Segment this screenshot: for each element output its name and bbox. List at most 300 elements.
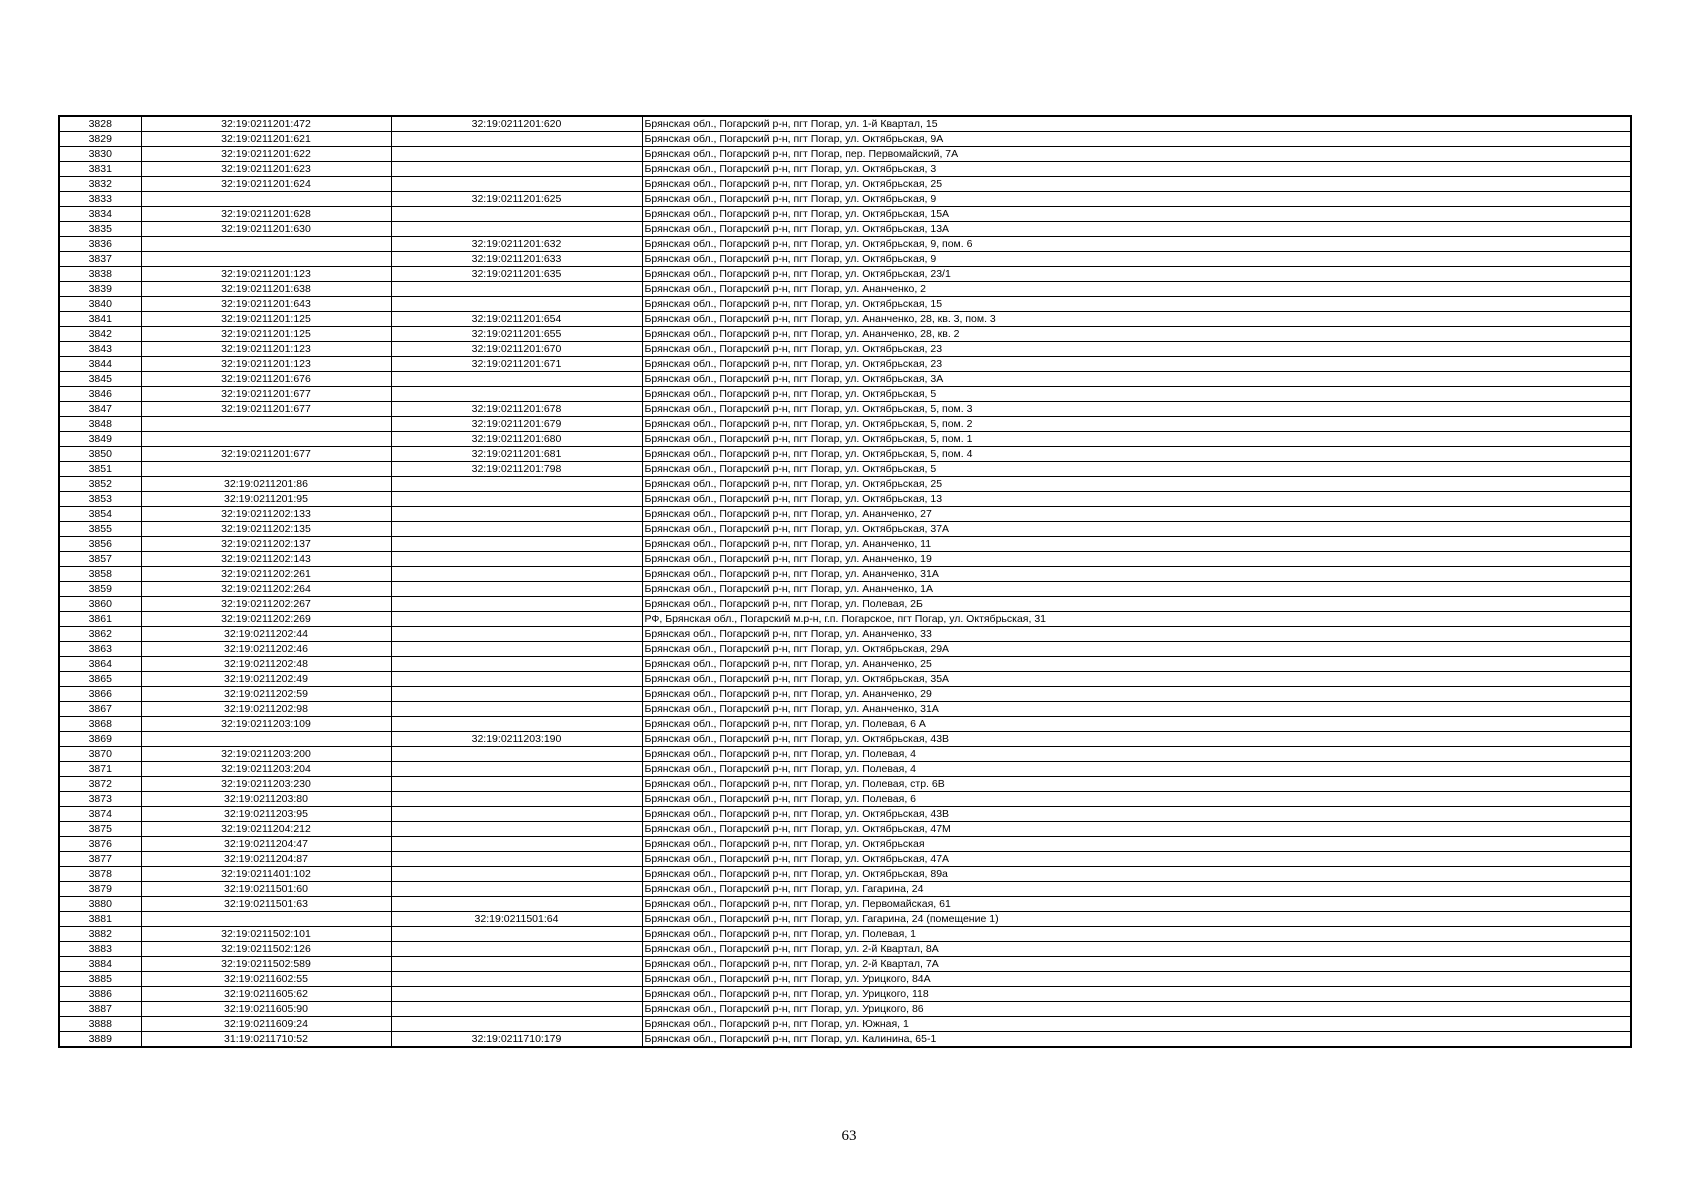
address-cell: Брянская обл., Погарский р-н, пгт Погар, ул. Ананченко, 25 [642, 657, 1631, 672]
object-cadastral-number-cell [391, 807, 642, 822]
table-row [59, 717, 1631, 732]
table-row [59, 927, 1631, 942]
land-cadastral-number-cell: 32:19:0211201:638 [141, 282, 391, 297]
address-cell: Брянская обл., Погарский р-н, пгт Погар, ул. Ананченко, 19 [642, 552, 1631, 567]
land-cadastral-number-cell: 32:19:0211201:677 [141, 402, 391, 417]
table-row [59, 732, 1631, 747]
object-cadastral-number-cell [391, 927, 642, 942]
table-row [59, 252, 1631, 267]
land-cadastral-number-cell: 32:19:0211202:49 [141, 672, 391, 687]
table-row [59, 222, 1631, 237]
object-cadastral-number-cell [391, 507, 642, 522]
row-number-cell: 3879 [59, 882, 141, 897]
row-number-cell: 3855 [59, 522, 141, 537]
address-cell: Брянская обл., Погарский р-н, пгт Погар, ул. Полевая, 6 [642, 792, 1631, 807]
object-cadastral-number-cell [391, 552, 642, 567]
object-cadastral-number-cell [391, 717, 642, 732]
object-cadastral-number-cell: 32:19:0211201:680 [391, 432, 642, 447]
table-row [59, 327, 1631, 342]
row-number-cell: 3861 [59, 612, 141, 627]
land-cadastral-number-cell: 32:19:0211202:98 [141, 702, 391, 717]
row-number-cell: 3841 [59, 312, 141, 327]
row-number-cell: 3840 [59, 297, 141, 312]
object-cadastral-number-cell: 32:19:0211201:633 [391, 252, 642, 267]
address-cell: РФ, Брянская обл., Погарский м.р-н, г.п. Погарское, пгт Погар, ул. Октябрьская, 31 [642, 612, 1631, 627]
address-cell: Брянская обл., Погарский р-н, пгт Погар, ул. Полевая, 6 А [642, 717, 1631, 732]
row-number-cell: 3849 [59, 432, 141, 447]
address-cell: Брянская обл., Погарский р-н, пгт Погар, ул. Южная, 1 [642, 1017, 1631, 1032]
row-number-cell: 3844 [59, 357, 141, 372]
address-cell: Брянская обл., Погарский р-н, пгт Погар, ул. Ананченко, 33 [642, 627, 1631, 642]
land-cadastral-number-cell [141, 462, 391, 477]
row-number-cell: 3863 [59, 642, 141, 657]
land-cadastral-number-cell: 32:19:0211203:95 [141, 807, 391, 822]
address-cell: Брянская обл., Погарский р-н, пгт Погар, ул. Первомайская, 61 [642, 897, 1631, 912]
table-row [59, 987, 1631, 1002]
land-cadastral-number-cell: 32:19:0211605:62 [141, 987, 391, 1002]
table-row [59, 657, 1631, 672]
land-cadastral-number-cell: 32:19:0211204:47 [141, 837, 391, 852]
object-cadastral-number-cell [391, 657, 642, 672]
land-cadastral-number-cell [141, 237, 391, 252]
object-cadastral-number-cell [391, 837, 642, 852]
row-number-cell: 3842 [59, 327, 141, 342]
address-cell: Брянская обл., Погарский р-н, пгт Погар, ул. Октябрьская [642, 837, 1631, 852]
row-number-cell: 3874 [59, 807, 141, 822]
row-number-cell: 3864 [59, 657, 141, 672]
land-cadastral-number-cell: 32:19:0211201:123 [141, 267, 391, 282]
table-row [59, 612, 1631, 627]
object-cadastral-number-cell [391, 672, 642, 687]
object-cadastral-number-cell [391, 1017, 642, 1032]
address-cell: Брянская обл., Погарский р-н, пгт Погар, ул. Урицкого, 118 [642, 987, 1631, 1002]
address-cell: Брянская обл., Погарский р-н, пгт Погар, ул. Октябрьская, 35А [642, 672, 1631, 687]
object-cadastral-number-cell [391, 207, 642, 222]
object-cadastral-number-cell: 32:19:0211501:64 [391, 912, 642, 927]
land-cadastral-number-cell: 32:19:0211204:87 [141, 852, 391, 867]
land-cadastral-number-cell: 32:19:0211202:267 [141, 597, 391, 612]
land-cadastral-number-cell: 32:19:0211202:135 [141, 522, 391, 537]
row-number-cell: 3848 [59, 417, 141, 432]
object-cadastral-number-cell: 32:19:0211201:798 [391, 462, 642, 477]
table-row [59, 507, 1631, 522]
land-cadastral-number-cell: 32:19:0211201:624 [141, 177, 391, 192]
land-cadastral-number-cell: 32:19:0211201:123 [141, 357, 391, 372]
page-number: 63 [841, 1128, 857, 1144]
row-number-cell: 3862 [59, 627, 141, 642]
land-cadastral-number-cell: 32:19:0211502:126 [141, 942, 391, 957]
row-number-cell: 3865 [59, 672, 141, 687]
object-cadastral-number-cell: 32:19:0211201:679 [391, 417, 642, 432]
object-cadastral-number-cell: 32:19:0211201:620 [391, 116, 642, 132]
object-cadastral-number-cell [391, 387, 642, 402]
table-row [59, 777, 1631, 792]
object-cadastral-number-cell [391, 537, 642, 552]
row-number-cell: 3850 [59, 447, 141, 462]
table-row [59, 237, 1631, 252]
table-row [59, 1002, 1631, 1017]
table-row [59, 387, 1631, 402]
cadastral-table [58, 115, 1632, 1048]
row-number-cell: 3832 [59, 177, 141, 192]
table-row [59, 116, 1631, 132]
address-cell: Брянская обл., Погарский р-н, пгт Погар, пер. Первомайский, 7А [642, 147, 1631, 162]
row-number-cell: 3843 [59, 342, 141, 357]
land-cadastral-number-cell: 32:19:0211201:123 [141, 342, 391, 357]
table-row [59, 417, 1631, 432]
row-number-cell: 3877 [59, 852, 141, 867]
table-row [59, 972, 1631, 987]
row-number-cell: 3830 [59, 147, 141, 162]
address-cell: Брянская обл., Погарский р-н, пгт Погар, ул. Полевая, 4 [642, 762, 1631, 777]
object-cadastral-number-cell [391, 762, 642, 777]
address-cell: Брянская обл., Погарский р-н, пгт Погар, ул. Урицкого, 86 [642, 1002, 1631, 1017]
address-cell: Брянская обл., Погарский р-н, пгт Погар, ул. Октябрьская, 5 [642, 387, 1631, 402]
land-cadastral-number-cell: 32:19:0211203:230 [141, 777, 391, 792]
address-cell: Брянская обл., Погарский р-н, пгт Погар, ул. Урицкого, 84А [642, 972, 1631, 987]
row-number-cell: 3867 [59, 702, 141, 717]
table-row [59, 702, 1631, 717]
row-number-cell: 3836 [59, 237, 141, 252]
object-cadastral-number-cell [391, 852, 642, 867]
land-cadastral-number-cell: 32:19:0211201:86 [141, 477, 391, 492]
land-cadastral-number-cell: 32:19:0211202:133 [141, 507, 391, 522]
land-cadastral-number-cell: 32:19:0211203:204 [141, 762, 391, 777]
address-cell: Брянская обл., Погарский р-н, пгт Погар, ул. Полевая, 2Б [642, 597, 1631, 612]
table-row [59, 957, 1631, 972]
row-number-cell: 3837 [59, 252, 141, 267]
row-number-cell: 3866 [59, 687, 141, 702]
land-cadastral-number-cell: 32:19:0211201:125 [141, 312, 391, 327]
table-row [59, 552, 1631, 567]
table-row [59, 537, 1631, 552]
row-number-cell: 3888 [59, 1017, 141, 1032]
row-number-cell: 3875 [59, 822, 141, 837]
object-cadastral-number-cell [391, 882, 642, 897]
land-cadastral-number-cell: 32:19:0211203:200 [141, 747, 391, 762]
table-row [59, 357, 1631, 372]
object-cadastral-number-cell [391, 282, 642, 297]
address-cell: Брянская обл., Погарский р-н, пгт Погар, ул. Ананченко, 29 [642, 687, 1631, 702]
row-number-cell: 3858 [59, 567, 141, 582]
land-cadastral-number-cell: 32:19:0211602:55 [141, 972, 391, 987]
address-cell: Брянская обл., Погарский р-н, пгт Погар, ул. Октябрьская, 29А [642, 642, 1631, 657]
land-cadastral-number-cell: 32:19:0211202:59 [141, 687, 391, 702]
address-cell: Брянская обл., Погарский р-н, пгт Погар, ул. Октябрьская, 25 [642, 177, 1631, 192]
land-cadastral-number-cell: 32:19:0211202:46 [141, 642, 391, 657]
table-row [59, 447, 1631, 462]
table-row [59, 942, 1631, 957]
row-number-cell: 3845 [59, 372, 141, 387]
land-cadastral-number-cell: 32:19:0211609:24 [141, 1017, 391, 1032]
table-row [59, 762, 1631, 777]
address-cell: Брянская обл., Погарский р-н, пгт Погар, ул. Октябрьская, 5 [642, 462, 1631, 477]
table-row [59, 432, 1631, 447]
address-cell: Брянская обл., Погарский р-н, пгт Погар, ул. Октябрьская, 37А [642, 522, 1631, 537]
address-cell: Брянская обл., Погарский р-н, пгт Погар, ул. Октябрьская, 5, пом. 2 [642, 417, 1631, 432]
object-cadastral-number-cell [391, 177, 642, 192]
table-row [59, 372, 1631, 387]
land-cadastral-number-cell [141, 912, 391, 927]
object-cadastral-number-cell [391, 612, 642, 627]
address-cell: Брянская обл., Погарский р-н, пгт Погар, ул. Полевая, стр. 6В [642, 777, 1631, 792]
land-cadastral-number-cell [141, 192, 391, 207]
land-cadastral-number-cell: 32:19:0211201:628 [141, 207, 391, 222]
land-cadastral-number-cell: 32:19:0211501:60 [141, 882, 391, 897]
row-number-cell: 3859 [59, 582, 141, 597]
object-cadastral-number-cell: 32:19:0211201:635 [391, 267, 642, 282]
row-number-cell: 3860 [59, 597, 141, 612]
address-cell: Брянская обл., Погарский р-н, пгт Погар, ул. Ананченко, 11 [642, 537, 1631, 552]
row-number-cell: 3856 [59, 537, 141, 552]
row-number-cell: 3853 [59, 492, 141, 507]
table-row [59, 402, 1631, 417]
object-cadastral-number-cell [391, 222, 642, 237]
row-number-cell: 3833 [59, 192, 141, 207]
row-number-cell: 3889 [59, 1032, 141, 1048]
object-cadastral-number-cell [391, 822, 642, 837]
land-cadastral-number-cell [141, 732, 391, 747]
land-cadastral-number-cell: 32:19:0211202:269 [141, 612, 391, 627]
land-cadastral-number-cell: 32:19:0211202:137 [141, 537, 391, 552]
object-cadastral-number-cell [391, 1002, 642, 1017]
table-body [59, 116, 1631, 1047]
land-cadastral-number-cell: 32:19:0211201:621 [141, 132, 391, 147]
address-cell: Брянская обл., Погарский р-н, пгт Погар, ул. Октябрьская, 9, пом. 6 [642, 237, 1631, 252]
object-cadastral-number-cell [391, 522, 642, 537]
object-cadastral-number-cell [391, 792, 642, 807]
row-number-cell: 3883 [59, 942, 141, 957]
row-number-cell: 3876 [59, 837, 141, 852]
table-row [59, 567, 1631, 582]
row-number-cell: 3873 [59, 792, 141, 807]
table-row [59, 897, 1631, 912]
land-cadastral-number-cell [141, 417, 391, 432]
table-row [59, 852, 1631, 867]
table-row [59, 597, 1631, 612]
address-cell: Брянская обл., Погарский р-н, пгт Погар, ул. Октябрьская, 47М [642, 822, 1631, 837]
address-cell: Брянская обл., Погарский р-н, пгт Погар, ул. Ананченко, 31А [642, 567, 1631, 582]
address-cell: Брянская обл., Погарский р-н, пгт Погар, ул. Ананченко, 2 [642, 282, 1631, 297]
object-cadastral-number-cell [391, 297, 642, 312]
row-number-cell: 3884 [59, 957, 141, 972]
object-cadastral-number-cell: 32:19:0211201:670 [391, 342, 642, 357]
table-row [59, 687, 1631, 702]
table-row [59, 582, 1631, 597]
land-cadastral-number-cell: 32:19:0211502:589 [141, 957, 391, 972]
table-row [59, 672, 1631, 687]
object-cadastral-number-cell [391, 957, 642, 972]
row-number-cell: 3872 [59, 777, 141, 792]
object-cadastral-number-cell: 32:19:0211201:678 [391, 402, 642, 417]
row-number-cell: 3869 [59, 732, 141, 747]
address-cell: Брянская обл., Погарский р-н, пгт Погар, ул. Октябрьская, 43В [642, 807, 1631, 822]
table-row [59, 642, 1631, 657]
address-cell: Брянская обл., Погарский р-н, пгт Погар, ул. Октябрьская, 5, пом. 4 [642, 447, 1631, 462]
address-cell: Брянская обл., Погарский р-н, пгт Погар, ул. 2-й Квартал, 8А [642, 942, 1631, 957]
address-cell: Брянская обл., Погарский р-н, пгт Погар, ул. 1-й Квартал, 15 [642, 116, 1631, 132]
address-cell: Брянская обл., Погарский р-н, пгт Погар, ул. 2-й Квартал, 7А [642, 957, 1631, 972]
object-cadastral-number-cell: 32:19:0211201:654 [391, 312, 642, 327]
land-cadastral-number-cell: 32:19:0211202:261 [141, 567, 391, 582]
land-cadastral-number-cell: 32:19:0211201:472 [141, 116, 391, 132]
object-cadastral-number-cell [391, 942, 642, 957]
address-cell: Брянская обл., Погарский р-н, пгт Погар, ул. Октябрьская, 3А [642, 372, 1631, 387]
table-row [59, 312, 1631, 327]
object-cadastral-number-cell [391, 627, 642, 642]
address-cell: Брянская обл., Погарский р-н, пгт Погар, ул. Октябрьская, 23/1 [642, 267, 1631, 282]
land-cadastral-number-cell: 32:19:0211401:102 [141, 867, 391, 882]
row-number-cell: 3871 [59, 762, 141, 777]
address-cell: Брянская обл., Погарский р-н, пгт Погар, ул. Октябрьская, 9А [642, 132, 1631, 147]
object-cadastral-number-cell: 32:19:0211201:681 [391, 447, 642, 462]
land-cadastral-number-cell: 32:19:0211203:80 [141, 792, 391, 807]
land-cadastral-number-cell: 32:19:0211201:95 [141, 492, 391, 507]
address-cell: Брянская обл., Погарский р-н, пгт Погар, ул. Октябрьская, 13 [642, 492, 1631, 507]
row-number-cell: 3828 [59, 116, 141, 132]
address-cell: Брянская обл., Погарский р-н, пгт Погар, ул. Ананченко, 31А [642, 702, 1631, 717]
table-row [59, 807, 1631, 822]
table-row [59, 297, 1631, 312]
row-number-cell: 3868 [59, 717, 141, 732]
table-row [59, 492, 1631, 507]
object-cadastral-number-cell [391, 132, 642, 147]
object-cadastral-number-cell: 32:19:0211201:671 [391, 357, 642, 372]
table-row [59, 912, 1631, 927]
row-number-cell: 3870 [59, 747, 141, 762]
address-cell: Брянская обл., Погарский р-н, пгт Погар, ул. Октябрьская, 9 [642, 252, 1631, 267]
object-cadastral-number-cell: 32:19:0211201:655 [391, 327, 642, 342]
row-number-cell: 3881 [59, 912, 141, 927]
table-row [59, 522, 1631, 537]
table-row [59, 192, 1631, 207]
land-cadastral-number-cell [141, 432, 391, 447]
table-row [59, 747, 1631, 762]
land-cadastral-number-cell: 32:19:0211605:90 [141, 1002, 391, 1017]
land-cadastral-number-cell: 32:19:0211501:63 [141, 897, 391, 912]
object-cadastral-number-cell [391, 987, 642, 1002]
object-cadastral-number-cell [391, 687, 642, 702]
land-cadastral-number-cell: 32:19:0211201:630 [141, 222, 391, 237]
land-cadastral-number-cell [141, 252, 391, 267]
table-row [59, 207, 1631, 222]
table-row [59, 132, 1631, 147]
address-cell: Брянская обл., Погарский р-н, пгт Погар, ул. Калинина, 65-1 [642, 1032, 1631, 1048]
address-cell: Брянская обл., Погарский р-н, пгт Погар, ул. Октябрьская, 5, пом. 1 [642, 432, 1631, 447]
address-cell: Брянская обл., Погарский р-н, пгт Погар, ул. Октябрьская, 25 [642, 477, 1631, 492]
object-cadastral-number-cell [391, 702, 642, 717]
land-cadastral-number-cell: 32:19:0211201:677 [141, 447, 391, 462]
address-cell: Брянская обл., Погарский р-н, пгт Погар, ул. Октябрьская, 13А [642, 222, 1631, 237]
object-cadastral-number-cell: 32:19:0211201:625 [391, 192, 642, 207]
address-cell: Брянская обл., Погарский р-н, пгт Погар, ул. Октябрьская, 3 [642, 162, 1631, 177]
object-cadastral-number-cell [391, 777, 642, 792]
object-cadastral-number-cell [391, 897, 642, 912]
land-cadastral-number-cell: 31:19:0211710:52 [141, 1032, 391, 1048]
object-cadastral-number-cell [391, 567, 642, 582]
object-cadastral-number-cell [391, 582, 642, 597]
address-cell: Брянская обл., Погарский р-н, пгт Погар, ул. Ананченко, 28, кв. 3, пом. 3 [642, 312, 1631, 327]
table-row [59, 792, 1631, 807]
row-number-cell: 3829 [59, 132, 141, 147]
row-number-cell: 3886 [59, 987, 141, 1002]
object-cadastral-number-cell [391, 492, 642, 507]
row-number-cell: 3857 [59, 552, 141, 567]
address-cell: Брянская обл., Погарский р-н, пгт Погар, ул. Ананченко, 27 [642, 507, 1631, 522]
object-cadastral-number-cell [391, 477, 642, 492]
object-cadastral-number-cell [391, 162, 642, 177]
row-number-cell: 3887 [59, 1002, 141, 1017]
address-cell: Брянская обл., Погарский р-н, пгт Погар, ул. Октябрьская, 15А [642, 207, 1631, 222]
object-cadastral-number-cell: 32:19:0211710:179 [391, 1032, 642, 1048]
row-number-cell: 3885 [59, 972, 141, 987]
row-number-cell: 3882 [59, 927, 141, 942]
land-cadastral-number-cell: 32:19:0211201:622 [141, 147, 391, 162]
land-cadastral-number-cell: 32:19:0211502:101 [141, 927, 391, 942]
land-cadastral-number-cell: 32:19:0211204:212 [141, 822, 391, 837]
row-number-cell: 3847 [59, 402, 141, 417]
table-row [59, 282, 1631, 297]
address-cell: Брянская обл., Погарский р-н, пгт Погар, ул. Полевая, 1 [642, 927, 1631, 942]
address-cell: Брянская обл., Погарский р-н, пгт Погар, ул. Октябрьская, 47А [642, 852, 1631, 867]
row-number-cell: 3835 [59, 222, 141, 237]
row-number-cell: 3831 [59, 162, 141, 177]
table-row [59, 1032, 1631, 1048]
object-cadastral-number-cell [391, 147, 642, 162]
land-cadastral-number-cell: 32:19:0211201:643 [141, 297, 391, 312]
object-cadastral-number-cell [391, 867, 642, 882]
land-cadastral-number-cell: 32:19:0211202:143 [141, 552, 391, 567]
address-cell: Брянская обл., Погарский р-н, пгт Погар, ул. Ананченко, 1А [642, 582, 1631, 597]
row-number-cell: 3854 [59, 507, 141, 522]
address-cell: Брянская обл., Погарский р-н, пгт Погар, ул. Октябрьская, 9 [642, 192, 1631, 207]
address-cell: Брянская обл., Погарский р-н, пгт Погар, ул. Октябрьская, 23 [642, 357, 1631, 372]
land-cadastral-number-cell: 32:19:0211201:677 [141, 387, 391, 402]
object-cadastral-number-cell [391, 372, 642, 387]
row-number-cell: 3834 [59, 207, 141, 222]
row-number-cell: 3839 [59, 282, 141, 297]
land-cadastral-number-cell: 32:19:0211201:676 [141, 372, 391, 387]
address-cell: Брянская обл., Погарский р-н, пгт Погар, ул. Октябрьская, 23 [642, 342, 1631, 357]
row-number-cell: 3852 [59, 477, 141, 492]
address-cell: Брянская обл., Погарский р-н, пгт Погар, ул. Октябрьская, 5, пом. 3 [642, 402, 1631, 417]
table-row [59, 627, 1631, 642]
table-row [59, 177, 1631, 192]
address-cell: Брянская обл., Погарский р-н, пгт Погар, ул. Гагарина, 24 (помещение 1) [642, 912, 1631, 927]
address-cell: Брянская обл., Погарский р-н, пгт Погар, ул. Гагарина, 24 [642, 882, 1631, 897]
table-row [59, 867, 1631, 882]
land-cadastral-number-cell: 32:19:0211201:125 [141, 327, 391, 342]
object-cadastral-number-cell [391, 642, 642, 657]
table-row [59, 462, 1631, 477]
row-number-cell: 3846 [59, 387, 141, 402]
table-row [59, 1017, 1631, 1032]
object-cadastral-number-cell [391, 597, 642, 612]
table-row [59, 822, 1631, 837]
land-cadastral-number-cell: 32:19:0211202:264 [141, 582, 391, 597]
row-number-cell: 3878 [59, 867, 141, 882]
table-row [59, 147, 1631, 162]
land-cadastral-number-cell: 32:19:0211202:48 [141, 657, 391, 672]
table-row [59, 882, 1631, 897]
land-cadastral-number-cell: 32:19:0211202:44 [141, 627, 391, 642]
object-cadastral-number-cell: 32:19:0211201:632 [391, 237, 642, 252]
table-row [59, 267, 1631, 282]
address-cell: Брянская обл., Погарский р-н, пгт Погар, ул. Полевая, 4 [642, 747, 1631, 762]
row-number-cell: 3851 [59, 462, 141, 477]
address-cell: Брянская обл., Погарский р-н, пгт Погар, ул. Октябрьская, 89а [642, 867, 1631, 882]
object-cadastral-number-cell: 32:19:0211203:190 [391, 732, 642, 747]
